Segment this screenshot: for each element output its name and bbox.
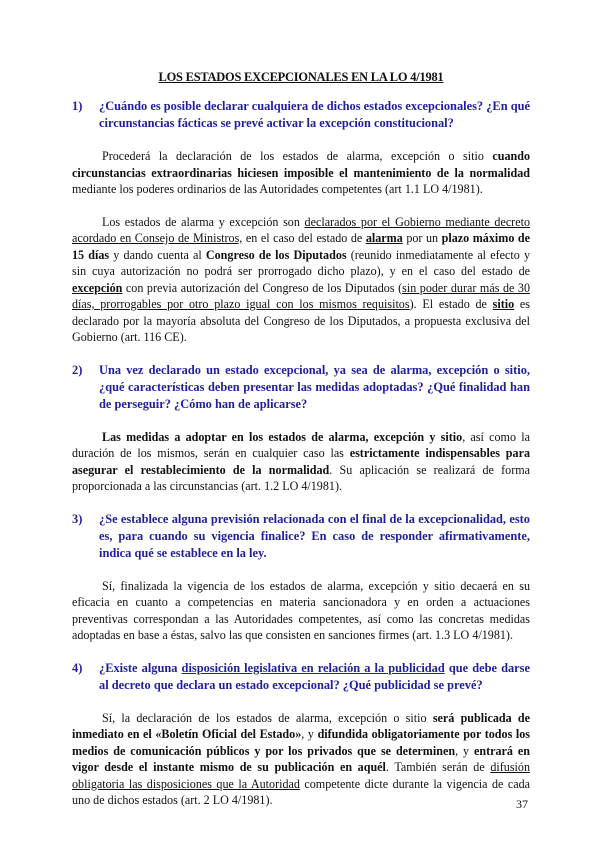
bold-span: estrictamente indispensables para asegurar el restablecimiento de la normalidad (72, 446, 530, 477)
underlined-span: disposición legislativa en relación a la publicidad (181, 660, 445, 675)
text-span: es declarado por la mayoría absoluta del Congreso de los Diputados, a propuesta exclusiva del Gobierno (art. 116 CE). (72, 297, 531, 344)
answer-4 (72, 710, 530, 809)
question-1-number: 1) (72, 99, 83, 113)
answer-1-continued (72, 214, 530, 346)
bold-span: plazo máximo de 15 días (72, 231, 530, 262)
text-span: Sí, finalizada la vigencia de los estados de alarma, excepción y sitio decaerá en su eficacia en cuanto a competencias en materia sancionadora y en orden a actuaciones preventivas correspondan a las Autoridades competentes, así como las concretas medidas adoptadas en base a éstas, salvo las que consisten en sanciones firmes (art. 1.3 LO 4/1981). (72, 578, 530, 642)
question-4-text (99, 660, 530, 694)
bold-underlined-span: sitio (492, 297, 515, 311)
text-span: Procederá la declaración de los estados de alarma, excepción o sitio (102, 149, 493, 163)
text-span: competente dicte durante la vigencia de cada uno de dichos estados (art. 2 LO 4/1981). (72, 776, 530, 807)
bold-span: cuando circunstancias extraordinarias hiciesen imposible el mantenimiento de la normalidad (72, 149, 530, 180)
text-span: , y (301, 727, 318, 741)
text-span: . Su aplicación se realizará de forma proporcionada a las circunstancias (art. 1.2 LO 4/1981). (72, 462, 531, 493)
text-span: por un (402, 231, 442, 245)
underlined-span: sin poder durar más de 30 días, prorrogables por otro plazo igual con los mismos requisitos (72, 280, 530, 311)
underlined-span: difusión obligatoria las disposiciones que la Autoridad (72, 760, 530, 791)
question-4-number: 4) (72, 660, 83, 675)
question-3-number: 3) (72, 511, 83, 526)
text-span: con previa autorización del Congreso de los Diputados ( (122, 280, 403, 295)
bold-span: Las medidas a adoptar en los estados de alarma, excepción y sitio (102, 429, 463, 444)
question-4 (72, 660, 530, 694)
bold-span: Congreso de los Diputados (205, 247, 347, 262)
text-span: y dando cuenta al (109, 247, 206, 262)
answer-2 (72, 429, 530, 495)
text-span: , y (455, 743, 474, 758)
question-3 (72, 511, 530, 562)
bold-span: será publicada de inmediato en el «Boletín Oficial del Estado» (72, 710, 531, 741)
text-span: , así como la duración de los mismos, serán en cualquier caso las (72, 429, 530, 460)
text-span: en el caso del estado de (242, 231, 366, 245)
question-2-number: 2) (72, 362, 83, 377)
bold-span: difundida obligatoriamente por todos los medios de comunicación públicos y por los privados que se determinen (72, 727, 531, 758)
text-span: ¿Existe alguna (99, 660, 182, 675)
text-span: ). El estado de (409, 297, 493, 311)
underlined-span: declarados por el Gobierno mediante decreto acordado en Consejo de Ministros, (72, 214, 530, 245)
text-span: . También serán de (385, 760, 491, 774)
text-span: (reunido inmediatamente al efecto y sin cuya autorización no podrá ser prorrogado dicho plazo), y en el caso del estado de (72, 247, 530, 278)
answer-1 (72, 148, 530, 198)
question-1-text: ¿Cuándo es posible declarar cualquiera de dichos estados excepcionales? ¿En qué circunstancias fácticas se prevé activar la excepción constitucional? (99, 99, 530, 130)
question-2-text: Una vez declarado un estado excepcional, ya sea de alarma, excepción o sitio, ¿qué características deben presentar las medidas adoptadas? ¿Qué finalidad han de perseguir? ¿Cómo han de aplicarse? (99, 362, 530, 411)
bold-underlined-span: alarma (365, 231, 403, 245)
document-title: LOS ESTADOS EXCEPCIONALES EN LA LO 4/1981 (158, 70, 444, 84)
text-span: mediante los poderes ordinarios de las Autoridades competentes (art 1.1 LO 4/1981). (72, 182, 483, 196)
bold-underlined-span: excepción (72, 280, 123, 295)
text-span: Sí, la declaración de los estados de alarma, excepción o sitio (102, 710, 433, 725)
bold-span: entrará en vigor desde el instante mismo de su publicación en aquél (72, 743, 530, 774)
page-number: 37 (516, 797, 528, 811)
text-span: que debe darse al decreto que declara un estado excepcional? ¿Qué publicidad se prevé? (99, 660, 531, 692)
answer-3 (72, 578, 530, 644)
question-2 (72, 362, 530, 413)
question-3-text: ¿Se establece alguna previsión relacionada con el final de la excepcionalidad, esto es, para cuando su vigencia finalice? En caso de responder afirmativamente, indica qué se establece en la ley. (99, 511, 530, 560)
question-1 (72, 98, 530, 132)
text-span: Los estados de alarma y excepción son (102, 214, 305, 229)
